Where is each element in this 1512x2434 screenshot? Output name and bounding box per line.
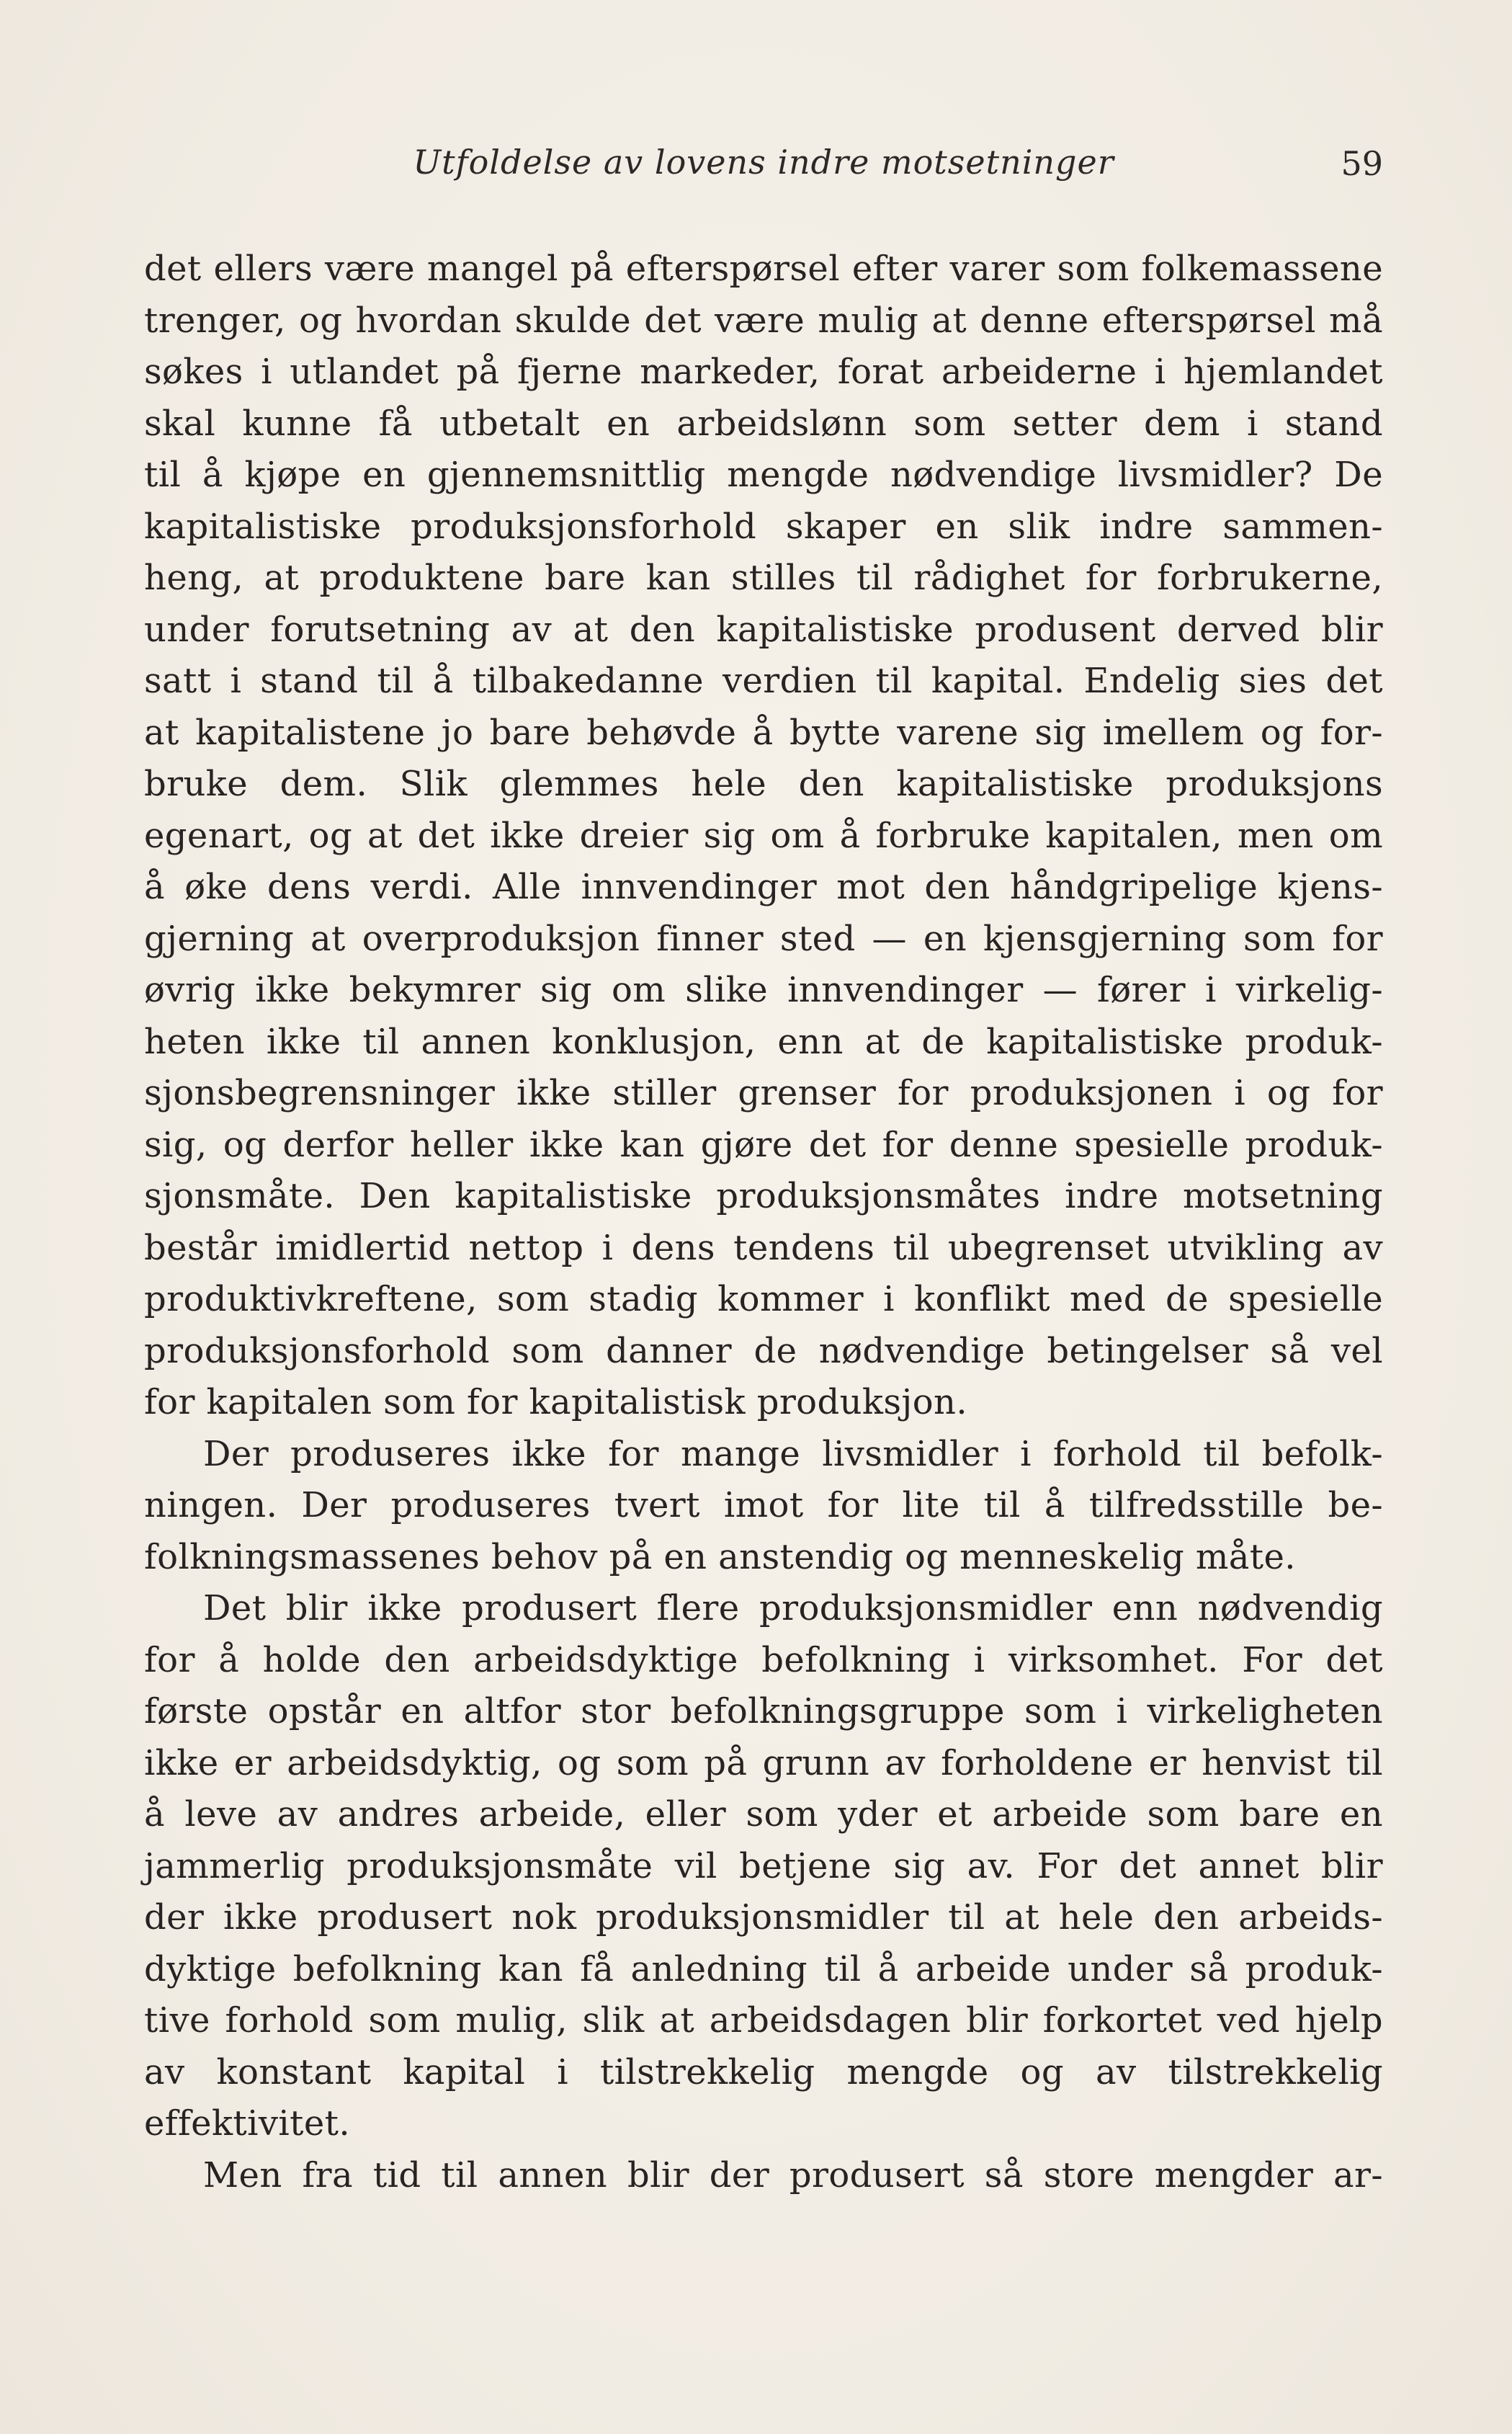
- text-line: trenger, og hvordan skulde det være mulig at denne efterspørsel må: [144, 300, 1383, 341]
- text-line: produktivkreftene, som stadig kommer i konflikt med de spesielle: [144, 1279, 1383, 1319]
- text-line: består imidlertid nettop i dens tendens til ubegrenset utvikling av: [144, 1227, 1383, 1268]
- text-line: av konstant kapital i tilstrekkelig mengde og av tilstrekkelig: [144, 2051, 1383, 2092]
- text-line: skal kunne få utbetalt en arbeidslønn som setter dem i stand: [144, 403, 1383, 444]
- text-line: for å holde den arbeidsdyktige befolkning i virksomhet. For det: [144, 1639, 1383, 1680]
- text-line: det ellers være mangel på efterspørsel efter varer som folkemassene: [144, 249, 1383, 289]
- running-title: Utfoldelse av lovens indre motsetninger: [413, 143, 1114, 182]
- text-line: effektivitet.: [144, 2103, 350, 2144]
- text-line: gjerning at overproduksjon finner sted — en kjensgjerning som for: [144, 918, 1383, 959]
- text-line: under forutsetning av at den kapitalistiske produsent derved blir: [144, 609, 1383, 650]
- text-line: jammerlig produksjonsmåte vil betjene sig av. For det annet blir: [144, 1845, 1383, 1886]
- text-line: for kapitalen som for kapitalistisk produksjon.: [144, 1382, 967, 1422]
- text-line: Der produseres ikke for mange livsmidler i forhold til befolk-: [203, 1433, 1383, 1474]
- text-line: produksjonsforhold som danner de nødvendige betingelser så vel: [144, 1330, 1383, 1371]
- text-line: satt i stand til å tilbakedanne verdien til kapital. Endelig sies det: [144, 661, 1383, 701]
- text-line: sjonsmåte. Den kapitalistiske produksjonsmåtes indre motsetning: [144, 1176, 1383, 1216]
- text-line: å øke dens verdi. Alle innvendinger mot den håndgripelige kjens-: [144, 867, 1383, 907]
- text-line: der ikke produsert nok produksjonsmidler til at hele den arbeids-: [144, 1897, 1383, 1938]
- text-line: tive forhold som mulig, slik at arbeidsdagen blir forkortet ved hjelp: [144, 2000, 1383, 2041]
- text-line: sig, og derfor heller ikke kan gjøre det for denne spesielle produk-: [144, 1124, 1383, 1165]
- text-line: heng, at produktene bare kan stilles til rådighet for forbrukerne,: [144, 558, 1383, 598]
- page-number: 59: [1341, 144, 1383, 183]
- text-line: til å kjøpe en gjennemsnittlig mengde nødvendige livsmidler? De: [144, 455, 1383, 495]
- text-line: sjonsbegrensninger ikke stiller grenser for produksjonen i og for: [144, 1073, 1383, 1113]
- text-line: bruke dem. Slik glemmes hele den kapitalistiske produksjons: [144, 764, 1383, 804]
- text-line: heten ikke til annen konklusjon, enn at de kapitalistiske produk-: [144, 1021, 1383, 1062]
- page-header: [144, 143, 1383, 193]
- body-text: [144, 244, 1383, 2201]
- text-line: folkningsmassenes behov på en anstendig og menneskelig måte.: [144, 1536, 1296, 1577]
- text-line: øvrig ikke bekymrer sig om slike innvendinger — fører i virkelig-: [144, 970, 1383, 1010]
- text-line: egenart, og at det ikke dreier sig om å forbruke kapitalen, men om: [144, 815, 1383, 856]
- text-line: ikke er arbeidsdyktig, og som på grunn av forholdene er henvist til: [144, 1742, 1383, 1783]
- text-line: Det blir ikke produsert flere produksjonsmidler enn nødvendig: [203, 1588, 1383, 1628]
- text-line: å leve av andres arbeide, eller som yder et arbeide som bare en: [144, 1794, 1383, 1835]
- text-line: at kapitalistene jo bare behøvde å bytte varene sig imellem og for-: [144, 712, 1383, 753]
- text-line: dyktige befolkning kan få anledning til å arbeide under så produk-: [144, 1948, 1383, 1989]
- text-line: første opstår en altfor stor befolkningsgruppe som i virkeligheten: [144, 1691, 1383, 1731]
- text-line: Men fra tid til annen blir der produsert så store mengder ar-: [203, 2154, 1383, 2195]
- text-line: søkes i utlandet på fjerne markeder, forat arbeiderne i hjemlandet: [144, 352, 1383, 392]
- text-line: ningen. Der produseres tvert imot for lite til å tilfredsstille be-: [144, 1485, 1383, 1525]
- text-line: kapitalistiske produksjonsforhold skaper en slik indre sammen-: [144, 506, 1383, 547]
